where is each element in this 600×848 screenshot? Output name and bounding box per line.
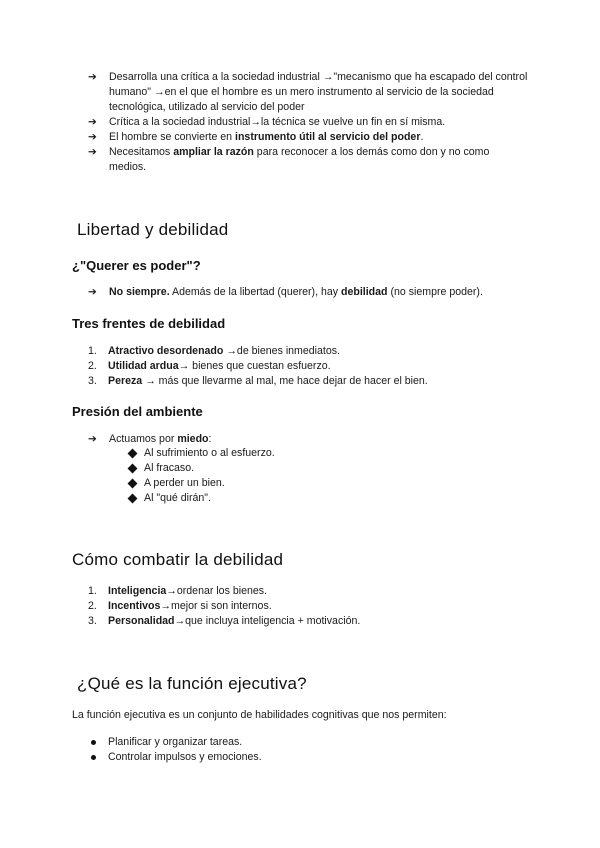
list-item bbox=[88, 374, 528, 389]
funcion-paragraph: La función ejecutiva es un conjunto de habilidades cognitivas que nos permiten: bbox=[72, 709, 447, 721]
item-text: Planificar y organizar tareas. bbox=[108, 736, 243, 748]
list-item bbox=[88, 359, 528, 374]
item-text: (no siempre poder). bbox=[387, 286, 483, 298]
list-item bbox=[88, 285, 528, 300]
diamond-bullet-icon bbox=[128, 449, 138, 459]
combatir-list bbox=[88, 584, 528, 629]
subsection-title-querer: ¿"Querer es poder"? bbox=[72, 258, 201, 273]
list-item bbox=[128, 491, 488, 506]
list-item bbox=[88, 115, 528, 130]
list-item bbox=[128, 461, 488, 476]
bold-text: Personalidad bbox=[108, 615, 175, 627]
list-item bbox=[88, 130, 528, 145]
bold-text: No siempre. bbox=[109, 286, 170, 298]
item-text: Desarrolla una crítica a la sociedad industrial →"mecanismo que ha escapado del control humano" →en el que el hombre es un mero instrumento al servicio de la sociedad tecnológica, utilizado al servicio del poder bbox=[109, 71, 528, 113]
item-text: Actuamos por bbox=[109, 433, 178, 445]
item-text: . bbox=[420, 131, 424, 143]
bullet-dot-icon bbox=[91, 740, 96, 745]
item-text: Controlar impulsos y emociones. bbox=[108, 751, 262, 763]
list-item bbox=[88, 432, 528, 447]
funcion-bullet-list bbox=[88, 735, 528, 765]
list-item bbox=[128, 476, 488, 491]
section-title-funcion: ¿Qué es la función ejecutiva? bbox=[77, 674, 307, 693]
item-text: →ordenar los bienes. bbox=[166, 585, 267, 597]
item-text: Al fracaso. bbox=[144, 462, 195, 474]
list-number: 3. bbox=[88, 615, 97, 627]
item-text: Necesitamos bbox=[109, 146, 174, 158]
tres-frentes-list bbox=[88, 344, 528, 389]
item-text: A perder un bien. bbox=[144, 477, 225, 489]
list-number: 2. bbox=[88, 360, 97, 372]
list-number: 1. bbox=[88, 585, 97, 597]
diamond-bullet-icon bbox=[128, 464, 138, 474]
bold-text: debilidad bbox=[341, 286, 388, 298]
diamond-bullet-icon bbox=[128, 494, 138, 504]
subsection-title-tres-frentes: Tres frentes de debilidad bbox=[72, 316, 226, 331]
item-text: : bbox=[208, 433, 212, 445]
list-item bbox=[88, 614, 528, 629]
diamond-bullet-icon bbox=[128, 479, 138, 489]
section-title-libertad: Libertad y debilidad bbox=[77, 220, 229, 239]
bullet-dot-icon bbox=[91, 755, 96, 760]
item-text: para reconocer a los demás como don y no como medios. bbox=[109, 146, 490, 173]
presion-sub-list bbox=[128, 446, 488, 506]
intro-arrow-list bbox=[88, 70, 528, 175]
list-item bbox=[88, 735, 528, 750]
arrow-icon: ➔ bbox=[88, 116, 97, 128]
item-text: →mejor si son internos. bbox=[160, 600, 272, 612]
section-title-combatir: Cómo combatir la debilidad bbox=[72, 550, 284, 569]
bold-text: Atractivo desordenado bbox=[108, 345, 224, 357]
bold-text: Inteligencia bbox=[108, 585, 167, 597]
bold-text: Incentivos bbox=[108, 600, 161, 612]
item-text: Además de la libertad (querer), hay bbox=[169, 286, 341, 298]
item-text: Al sufrimiento o al esfuerzo. bbox=[144, 447, 275, 459]
item-text: → bienes que cuestan esfuerzo. bbox=[178, 360, 331, 372]
arrow-icon: ➔ bbox=[88, 131, 97, 143]
arrow-icon: ➔ bbox=[88, 286, 97, 298]
bold-text: Pereza bbox=[108, 375, 143, 387]
bold-text: instrumento útil al servicio del poder bbox=[235, 131, 421, 143]
list-item bbox=[128, 446, 488, 461]
list-number: 1. bbox=[88, 345, 97, 357]
presion-arrow-list bbox=[88, 432, 528, 447]
item-text: Al "qué dirán". bbox=[144, 492, 212, 504]
querer-arrow-list bbox=[88, 285, 528, 300]
item-text: El hombre se convierte en bbox=[109, 131, 236, 143]
bold-text: miedo bbox=[177, 433, 209, 445]
list-item bbox=[88, 584, 528, 599]
bold-text: ampliar la razón bbox=[173, 146, 254, 158]
list-number: 2. bbox=[88, 600, 97, 612]
list-number: 3. bbox=[88, 375, 97, 387]
arrow-icon: ➔ bbox=[88, 146, 97, 158]
item-text: →que incluya inteligencia + motivación. bbox=[174, 615, 361, 627]
list-item bbox=[88, 70, 528, 115]
item-text: → más que llevarme al mal, me hace dejar de hacer el bien. bbox=[142, 375, 428, 387]
bold-text: Utilidad ardua bbox=[108, 360, 179, 372]
list-item bbox=[88, 145, 528, 175]
subsection-title-presion: Presión del ambiente bbox=[72, 404, 203, 419]
list-item bbox=[88, 599, 528, 614]
item-text: →de bienes inmediatos. bbox=[223, 345, 340, 357]
arrow-icon: ➔ bbox=[88, 71, 97, 83]
arrow-icon: ➔ bbox=[88, 433, 97, 445]
list-item bbox=[88, 344, 528, 359]
item-text: Crítica a la sociedad industrial→la técnica se vuelve un fin en sí misma. bbox=[109, 116, 446, 128]
list-item bbox=[88, 750, 528, 765]
